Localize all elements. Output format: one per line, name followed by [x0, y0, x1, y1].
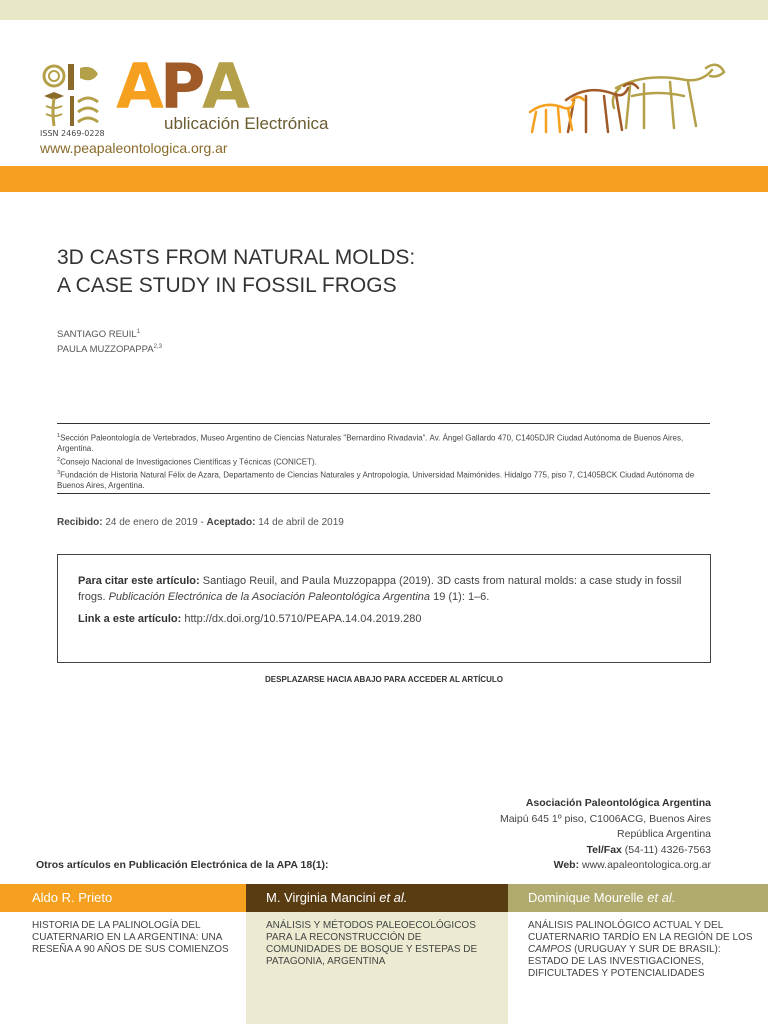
author-1: SANTIAGO REUIL$^1$: [57, 329, 141, 341]
related-title-3[interactable]: ANÁLISIS PALINOLÓGICO ACTUAL Y DEL CUATERNARIO TARDÍO EN LA REGIÓN DE LOS CAMPOS (URUGUAY Y SUR DE BRASIL): ESTADO DE LAS INVESTIGACIONES, DIFICULTADES Y POTENCIALIDADES: [508, 912, 768, 1024]
skeletons-illustration-icon: [520, 56, 730, 140]
related-author-1[interactable]: Aldo R. Prieto: [0, 884, 246, 912]
authors: [57, 326, 162, 356]
apa-logo: [110, 50, 370, 140]
related-title-2[interactable]: ANÁLISIS Y MÉTODOS PALEOECOLÓGICOS PARA LA RECONSTRUCCIÓN DE COMUNIDADES DE BOSQUE Y ESTEPAS DE PATAGONIA, ARGENTINA: [246, 912, 508, 1024]
association-country: República Argentina: [617, 828, 711, 840]
related-author-3[interactable]: Dominique Mourelle et al.: [508, 884, 768, 912]
affiliations: [57, 431, 713, 491]
related-author-2[interactable]: M. Virginia Mancini et al.: [246, 884, 508, 912]
logo-letter-a1: A: [116, 50, 162, 123]
logo-subtitle: ublicación Electrónica: [164, 114, 329, 133]
article-doi-link[interactable]: http://dx.doi.org/10.5710/PEAPA.14.04.2019.280: [184, 613, 422, 625]
affiliation-2: $^2$Consejo Nacional de Investigaciones Científicas y Técnicas (CONICET).: [57, 456, 317, 467]
citation-box: [57, 554, 711, 663]
affiliation-1: $^1$Sección Paleontología de Vertebrados, Museo Argentino de Ciencias Naturales "Bernardino Rivadavia". Av. Ángel Gallardo 470, C1405DJR Ciudad Autónoma de Buenos Aires, Argentina.: [57, 433, 684, 454]
divider-bottom: [57, 493, 710, 494]
title-line-2: A CASE STUDY IN FOSSIL FROGS: [57, 274, 397, 297]
issn: ISSN 2469-0228: [40, 129, 105, 138]
scroll-note: DESPLAZARSE HACIA ABAJO PARA ACCEDER AL ARTÍCULO: [265, 675, 503, 684]
title-line-1: 3D CASTS FROM NATURAL MOLDS:: [57, 246, 416, 269]
affiliation-3: $^3$Fundación de Historia Natural Félix de Azara, Departamento de Ciencias Naturales y Antropología, Universidad Maimónides. Hidalgo 775, piso 7, C1405BCK Ciudad Autónoma de Buenos Aires, Argentina.: [57, 469, 695, 490]
related-title-1[interactable]: HISTORIA DE LA PALINOLOGÍA DEL CUATERNARIO EN LA ARGENTINA: UNA RESEÑA A 90 AÑOS DE SUS COMIENZOS: [0, 912, 246, 1024]
logo-letter-a2: A: [202, 50, 248, 123]
citation-text: Para citar este artículo: Santiago Reuil, and Paula Muzzopappa (2019). 3D casts from natural molds: a case study in fossil frogs. Publicación Electrónica de la Asociación Paleontológica Argentina 19 (1): 1–6.: [78, 575, 682, 603]
author-2: PAULA MUZZOPAPPA$^{2,3}$: [57, 344, 162, 356]
orange-band: [0, 166, 768, 192]
apa-emblem-icon: [40, 62, 102, 130]
divider-top: [57, 423, 710, 424]
association-web-link[interactable]: www.apaleontologica.org.ar: [582, 859, 711, 871]
article-link-row: Link a este artículo: http://dx.doi.org/10.5710/PEAPA.14.04.2019.280: [78, 613, 422, 625]
article-title: [57, 244, 717, 300]
logo-letter-p: P: [160, 50, 204, 123]
journal-website-link[interactable]: www.peapaleontologica.org.ar: [40, 140, 228, 156]
association-address: Maipú 645 1º piso, C1006ACG, Buenos Aires: [499, 812, 711, 825]
association-info: [500, 796, 711, 874]
association-phone: Tel/Fax (54-11) 4326-7563: [586, 843, 711, 856]
association-name: Asociación Paleontológica Argentina: [525, 797, 711, 809]
top-band: [0, 0, 768, 20]
related-articles-heading: Otros artículos en Publicación Electrónica de la APA 18(1):: [36, 859, 329, 871]
association-web: Web: www.apaleontologica.org.ar: [553, 859, 711, 871]
dates: Recibido: 24 de enero de 2019 - Aceptado: 14 de abril de 2019: [57, 517, 344, 528]
